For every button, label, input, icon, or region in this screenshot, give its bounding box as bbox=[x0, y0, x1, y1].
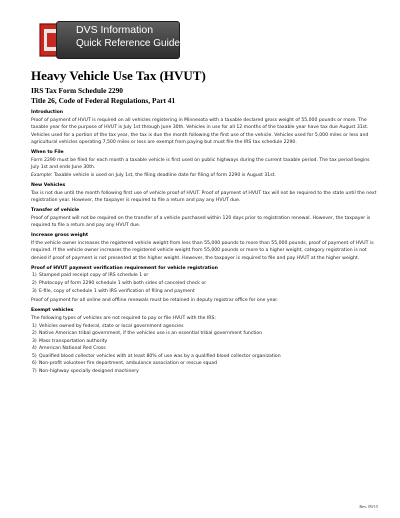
section-heading: New Vehicles bbox=[31, 182, 66, 188]
dvs-logo bbox=[30, 16, 180, 64]
subtitle-form: IRS Tax Form Schedule 2290 bbox=[31, 86, 123, 95]
section-text: Proof of payment will not be required on the transfer of a vehicle purchased within 120 days prior to registration renewal. However, the taxpayer is required to file a return and pay any HVUT due. bbox=[31, 215, 371, 229]
section-text: Proof of payment for all online and offline renewals must be retained in deputy registrar office for one year. bbox=[31, 298, 279, 304]
example-label: Example: bbox=[31, 173, 53, 179]
section-heading: When to File bbox=[31, 150, 64, 156]
list-item: 2) Photocopy of form 2290 schedule 1 with both sides of canceled check or bbox=[32, 280, 207, 286]
logo-line-1: DVS Information bbox=[76, 24, 154, 36]
section-heading: Exempt vehicles bbox=[31, 308, 74, 314]
exempt-list bbox=[32, 323, 377, 376]
list-item: 3) E-file, copy of schedule 1 with IRS verification of filing and payment bbox=[32, 288, 195, 294]
list-item: 3) Mass transportation authority bbox=[32, 338, 108, 344]
section-text: The following types of vehicles are not required to pay or file HVUT with the IRS: bbox=[31, 315, 216, 321]
verification-list bbox=[32, 272, 377, 295]
section-heading: Proof of HVUT payment verification requirement for vehicle registration bbox=[31, 265, 218, 271]
subtitle-regulation: Title 26, Code of Federal Regulations, Part 41 bbox=[31, 96, 176, 105]
list-item: 1) Stamped paid receipt copy of IRS schedule 1 or bbox=[32, 273, 149, 279]
document-body bbox=[31, 109, 377, 376]
list-item: 4) American National Red Cross bbox=[32, 346, 106, 352]
example-line bbox=[31, 172, 377, 180]
list-item: 7) Non-highway specially designed machinery bbox=[32, 369, 139, 375]
section-text: Form 2290 must be filed for each month a taxable vehicle is first used on public highways during the current taxable period. The tax period begins July 1st and ends June 30th. bbox=[31, 157, 370, 171]
logo-line-2: Quick Reference Guide bbox=[76, 38, 180, 49]
list-item: 1) Vehicles owned by federal, state or local government agencies bbox=[32, 323, 184, 329]
list-item: 2) Native American tribal government, if the vehicles use is an essential tribal government function bbox=[32, 331, 263, 337]
section-heading: Increase gross weight bbox=[31, 233, 89, 239]
list-item: 6) Non-profit volunteer fire department, ambulance association or rescue squad bbox=[32, 361, 218, 367]
list-item: 5) Qualified blood collector vehicles with at least 80% of use was by a qualified blood collector organization bbox=[32, 353, 281, 359]
section-text: Proof of payment of HVUT is required on all vehicles registering in Minnesota with a taxable declared gross weight of 55,000 pounds or more. The taxable year for the purpose of HVUT is July 1st through June 30th. Vehicles in use for all 12 months of the taxable year have tax due August 31st. Vehicles used for a portion of the tax year, the tax is due the month following the first use of the vehicle. Vehicles used for 5,000 miles or less and agricultural vehicles operating 7,500 miles or less are exempt from paying but must file the IRS tax schedule 2290. bbox=[31, 117, 369, 146]
section-heading: Transfer of vehicle bbox=[31, 208, 80, 214]
section-text: Tax is not due until the month following first use of vehicle proof of HVUT. Proof of payment of HVUT tax will not be required to the state until the next registration year. However, the taxpayer is required to file a return and pay any HVUT due. bbox=[31, 190, 377, 204]
example-text: Taxable vehicle is used on July 1st, the filing deadline date for filing of form 2290 is August 31st. bbox=[53, 173, 276, 179]
page-title: Heavy Vehicle Use Tax (HVUT) bbox=[31, 68, 206, 83]
revision-date: Rev. 09/15 bbox=[359, 504, 378, 509]
section-heading: Introduction bbox=[31, 110, 64, 115]
section-text: If the vehicle owner increases the registered vehicle weight from less than 55,000 pounds to more than 55,000 pounds, proof of payment of HVUT is required. If the vehicle owner increases the registered vehicle weight from 55,000 pounds or more to a higher weight, category registration is not denied if proof of payment is not presented at the higher weight. However, the taxpayer is required to file and pay HVUT at the higher weight. bbox=[31, 240, 374, 261]
